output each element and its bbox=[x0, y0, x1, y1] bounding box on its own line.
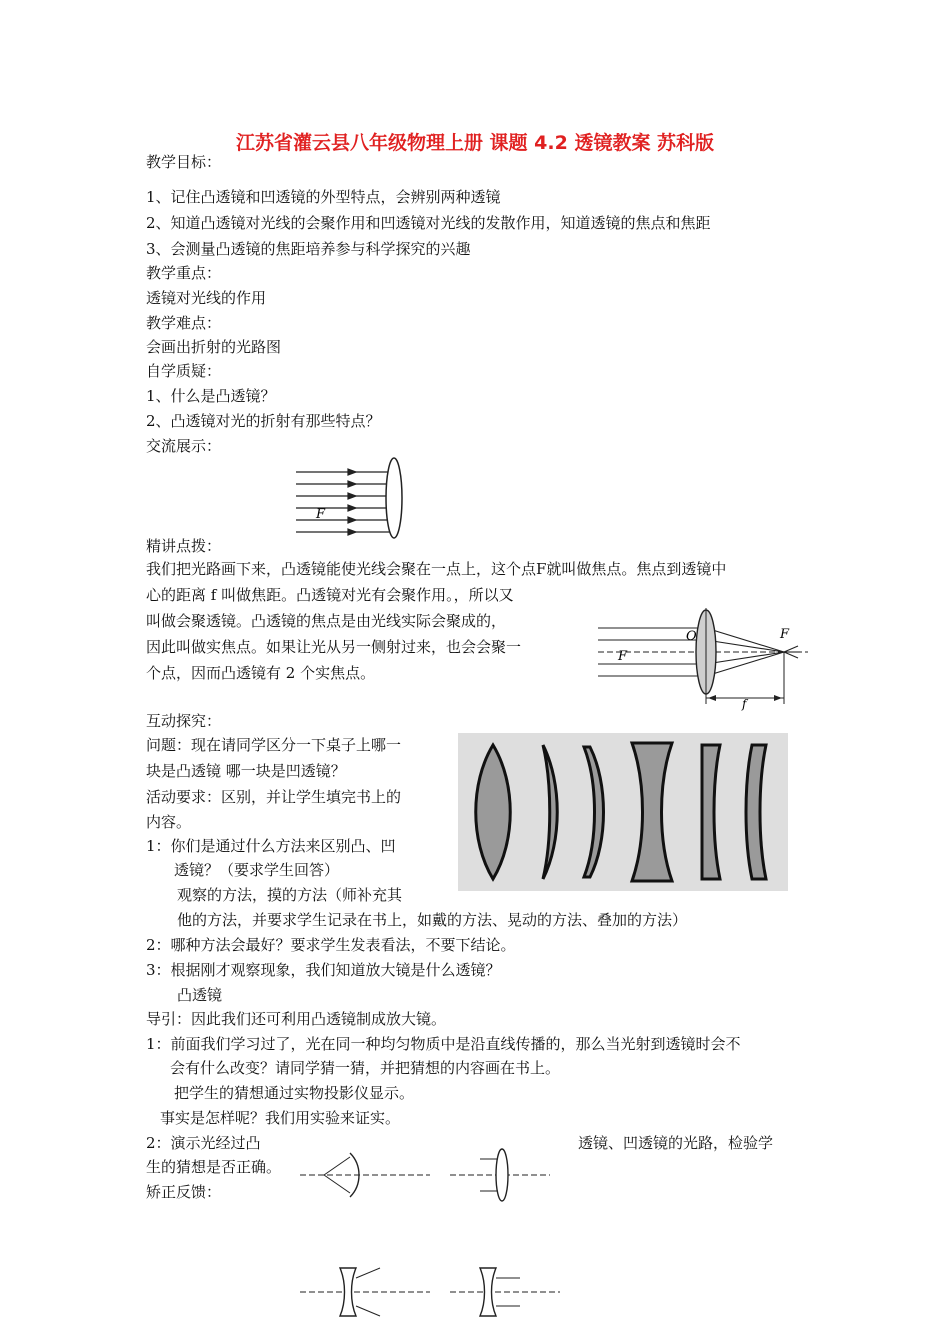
heading-feedback: 矫正反馈： bbox=[146, 1183, 222, 1201]
heading-key-points: 教学重点： bbox=[146, 264, 222, 282]
focal-length-label: f bbox=[742, 697, 747, 711]
interactive-line-11: 凸透镜 bbox=[177, 986, 223, 1004]
interactive-line-9: 2：哪种方法会最好？要求学生发表看法，不要下结论。 bbox=[146, 936, 516, 954]
reflect-line-1: 1：前面我们学习过了，光在同一种均匀物质中是沿直线传播的，那么当光射到透镜时会不 bbox=[146, 1035, 741, 1053]
explain-line-5: 个点，因而凸透镜有 2 个实焦点。 bbox=[146, 664, 376, 682]
difficulty: 会画出折射的光路图 bbox=[146, 338, 282, 356]
center-label-o: O bbox=[686, 629, 697, 644]
explain-line-3: 叫做会聚透镜。凸透镜的焦点是由光线实际会聚成的， bbox=[146, 612, 507, 630]
interactive-line-4: 内容。 bbox=[146, 813, 192, 831]
reflect-line-5b: 透镜、凹透镜的光路，检验学 bbox=[578, 1134, 774, 1152]
reflect-line-2: 会有什么改变？请同学猜一猜，并把猜想的内容画在书上。 bbox=[170, 1059, 561, 1077]
interactive-line-6: 透镜？（要求学生回答） bbox=[174, 861, 340, 879]
interactive-line-8: 他的方法，并要求学生记录在书上，如戴的方法、晃动的方法、叠加的方法） bbox=[177, 911, 688, 929]
key-point: 透镜对光线的作用 bbox=[146, 289, 267, 307]
heading-explain: 精讲点拨： bbox=[146, 537, 222, 555]
lens-shapes-photo bbox=[458, 733, 788, 891]
goal-2: 2、知道凸透镜对光线的会聚作用和凹透镜对光线的发散作用，知道透镜的焦点和焦距 bbox=[146, 214, 711, 232]
heading-exchange: 交流展示： bbox=[146, 437, 222, 455]
interactive-line-7: 观察的方法，摸的方法（师补充其 bbox=[177, 886, 403, 904]
heading-interactive: 互动探究： bbox=[146, 712, 222, 730]
interactive-line-10: 3：根据刚才观察现象，我们知道放大镜是什么透镜？ bbox=[146, 961, 501, 979]
interactive-line-2: 块是凸透镜 哪一块是凹透镜？ bbox=[146, 762, 346, 780]
focus-label-left: F bbox=[618, 649, 628, 664]
convex-lens-focus-figure bbox=[598, 604, 808, 712]
interactive-line-3: 活动要求：区别，并让学生填完书上的 bbox=[146, 788, 402, 806]
explain-line-1: 我们把光路画下来，凸透镜能使光线会聚在一点上，这个点F就叫做焦点。焦点到透镜中 bbox=[146, 560, 727, 578]
question-1: 1、什么是凸透镜？ bbox=[146, 387, 276, 405]
reflect-line-6: 生的猜想是否正确。 bbox=[146, 1158, 282, 1176]
parallel-rays-figure bbox=[290, 458, 410, 538]
concave-lens-diagram-b bbox=[450, 1262, 560, 1322]
reflect-line-5a: 2：演示光经过凸 bbox=[146, 1134, 261, 1152]
reflect-line-4: 事实是怎样呢？我们用实验来证实。 bbox=[160, 1109, 401, 1127]
reflect-line-3: 把学生的猜想通过实物投影仪显示。 bbox=[174, 1084, 415, 1102]
interactive-line-1: 问题：现在请同学区分一下桌子上哪一 bbox=[146, 736, 402, 754]
convex-lens-diagram-a bbox=[300, 1145, 430, 1205]
explain-line-4: 因此叫做实焦点。如果让光从另一侧射过来，也会会聚一 bbox=[146, 638, 522, 656]
focus-label-f: F bbox=[316, 507, 326, 522]
question-2: 2、凸透镜对光的折射有那些特点？ bbox=[146, 412, 381, 430]
interactive-line-5: 1：你们是通过什么方法来区别凸、凹 bbox=[146, 837, 396, 855]
guide-line: 导引：因此我们还可利用凸透镜制成放大镜。 bbox=[146, 1010, 447, 1028]
convex-lens-diagram-b bbox=[450, 1145, 550, 1205]
heading-difficulties: 教学难点： bbox=[146, 314, 222, 332]
heading-goals: 教学目标： bbox=[146, 153, 222, 171]
goal-1: 1、记住凸透镜和凹透镜的外型特点，会辨别两种透镜 bbox=[146, 188, 501, 206]
document-title: 江苏省灌云县八年级物理上册 课题 4.2 透镜教案 苏科版 bbox=[235, 132, 715, 154]
heading-self-study: 自学质疑： bbox=[146, 362, 222, 380]
explain-line-2: 心的距离 f 叫做焦距。凸透镜对光有会聚作用。，所以又 bbox=[146, 586, 514, 604]
focus-label-right: F bbox=[780, 627, 790, 642]
goal-3: 3、会测量凸透镜的焦距培养参与科学探究的兴趣 bbox=[146, 240, 471, 258]
concave-lens-diagram-a bbox=[300, 1262, 430, 1322]
